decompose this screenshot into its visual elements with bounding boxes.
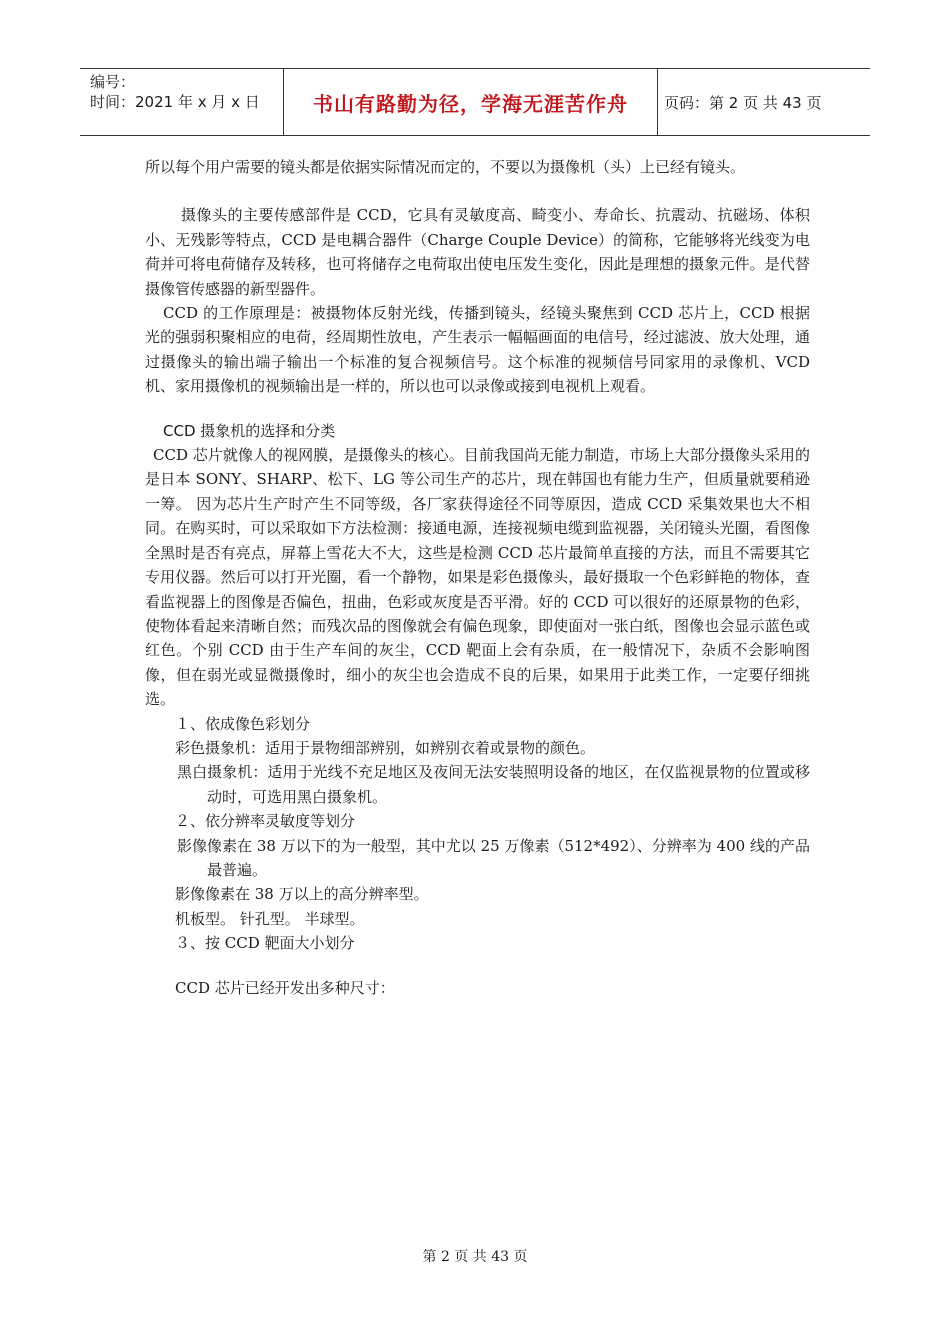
header-motto: 书山有路勤为径，学海无涯苦作舟 (283, 69, 658, 135)
list-heading-color: １、依成像色彩划分 (175, 714, 311, 733)
list-item-camera-types: 机板型。 针孔型。 半球型。 (175, 909, 365, 928)
list-heading-target-size: ３、按 CCD 靶面大小划分 (175, 934, 355, 953)
paragraph-ccd-intro: 摄像头的主要传感部件是 CCD，它具有灵敏度高、畸变小、寿命长、抗震动、抗磁场、体积小、无残影等特点，CCD 是电耦合器件（Charge Couple Device）的简称，它能够将光线变为电荷并可将电荷储存及转移，也可将储存之电荷取出使电压发生变化，因此是理想的摄象元件。是代替摄像管传感器的新型器件。 (145, 206, 810, 298)
list-item-bw-camera: 黑白摄象机：适用于光线不充足地区及夜间无法安装照明设备的地区，在仅监视景物的位置或移动时，可选用黑白摄象机。 (177, 763, 810, 806)
list-item-standard-resolution: 影像像素在 38 万以下的为一般型，其中尤以 25 万像素（512*492）、分辨率为 400 线的产品最普遍。 (177, 836, 810, 879)
list-item-color-camera: 彩色摄象机：适用于景物细部辨别，如辨别衣着或景物的颜色。 (175, 738, 596, 757)
document-body (145, 155, 810, 1000)
page-header (80, 68, 870, 136)
paragraph-ccd-principle: CCD 的工作原理是：被摄物体反射光线，传播到镜头，经镜头聚焦到 CCD 芯片上，CCD 根据光的强弱积聚相应的电荷，经周期性放电，产生表示一幅幅画面的电信号，经过滤波、放大处理，通过摄像头的输出端子输出一个标准的复合视频信号。这个标准的视频信号同家用的录像机、VCD 机、家用摄像机的视频输出是一样的，所以也可以录像或接到电视机上观看。 (145, 304, 810, 396)
list-item-high-resolution: 影像像素在 38 万以上的高分辨率型。 (175, 885, 429, 904)
section-heading: CCD 摄象机的选择和分类 (163, 421, 336, 440)
page-footer: 第 2 页 共 43 页 (422, 1249, 528, 1265)
document-number-label: 编号： (90, 73, 136, 91)
paragraph-lens-note: 所以每个用户需要的镜头都是依据实际情况而定的，不要以为摄像机（头）上已经有镜头。 (145, 158, 746, 176)
list-heading-resolution: ２、依分辨率灵敏度等划分 (175, 812, 356, 831)
document-date: 时间：2021 年 x 月 x 日 (90, 93, 260, 111)
paragraph-ccd-chip: CCD 芯片就像人的视网膜，是摄像头的核心。目前我国尚无能力制造，市场上大部分摄像头采用的是日本 SONY、SHARP、松下、LG 等公司生产的芯片，现在韩国也有能力生产，但质量就要稍逊一筹。 因为芯片生产时产生不同等级，各厂家获得途径不同等原因，造成 CCD 采集效果也大不相同。在购买时，可以采取如下方法检测：接通电源，连接视频电缆到监视器，关闭镜头光圈，看图像全黑时是否有亮点，屏幕上雪花大不大，这些是检测 CCD 芯片最简单直接的方法，而且不需要其它专用仪器。然后可以打开光圈，看一个静物，如果是彩色摄像头，最好摄取一个色彩鲜艳的物体，查看监视器上的图像是否偏色，扭曲，色彩或灰度是否平滑。好的 CCD 可以很好的还原景物的色彩，使物体看起来清晰自然；而残次品的图像就会有偏色现象，即使面对一张白纸，图像也会显示蓝色或红色。个别 CCD 由于生产车间的灰尘，CCD 靶面上会有杂质，在一般情况下，杂质不会影响图像，但在弱光或显微摄像时，细小的灰尘也会造成不良的后果，如果用于此类工作，一定要仔细挑选。 (145, 446, 810, 709)
header-page-info: 页码：第 2 页 共 43 页 (664, 93, 822, 112)
paragraph-chip-sizes: CCD 芯片已经开发出多种尺寸： (175, 978, 395, 997)
header-meta (80, 69, 283, 135)
